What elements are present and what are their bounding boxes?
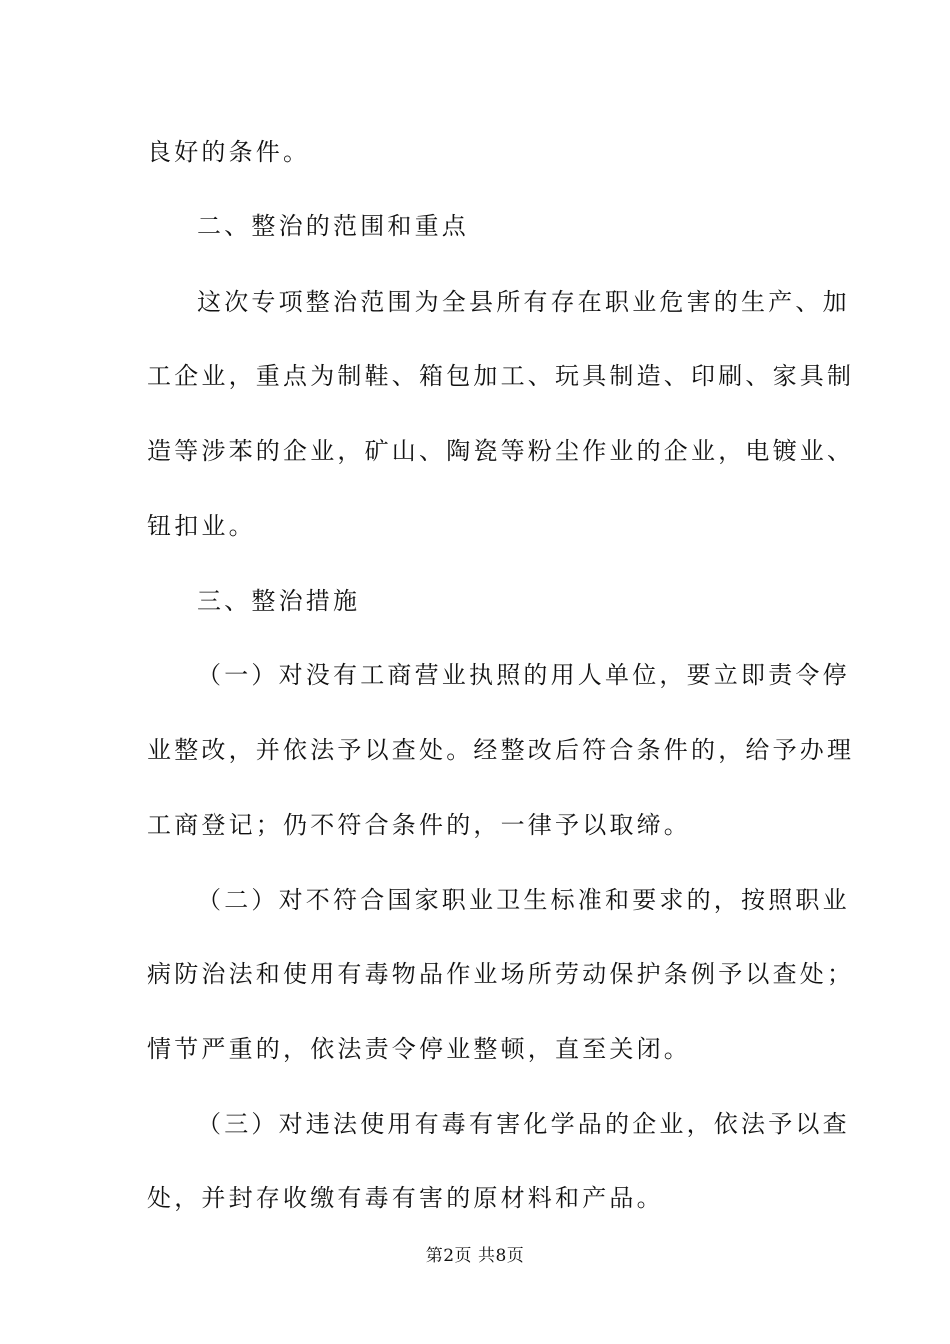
paragraph-line: 造等涉苯的企业，矿山、陶瓷等粉尘作业的企业，电镀业、 bbox=[147, 437, 855, 465]
measure-item-1-line: 工商登记；仍不符合条件的，一律予以取缔。 bbox=[147, 811, 691, 839]
measure-item-1-line: （一）对没有工商营业执照的用人单位，要立即责令停 bbox=[197, 661, 850, 689]
section-heading-measures: 三、整治措施 bbox=[197, 587, 361, 615]
paragraph-line: 这次专项整治范围为全县所有存在职业危害的生产、加 bbox=[197, 288, 850, 316]
body-text-line: 良好的条件。 bbox=[147, 138, 311, 166]
paragraph-line: 钮扣业。 bbox=[147, 512, 256, 540]
measure-item-1-line: 业整改，并依法予以查处。经整改后符合条件的，给予办理 bbox=[147, 736, 855, 764]
measure-item-2-line: 情节严重的，依法责令停业整顿，直至关闭。 bbox=[147, 1035, 691, 1063]
measure-item-3-line: （三）对违法使用有毒有害化学品的企业，依法予以查 bbox=[197, 1110, 850, 1138]
page-number-footer: 第2页 共8页 bbox=[425, 1246, 525, 1266]
measure-item-2-line: （二）对不符合国家职业卫生标准和要求的，按照职业 bbox=[197, 886, 850, 914]
measure-item-2-line: 病防治法和使用有毒物品作业场所劳动保护条例予以查处； bbox=[147, 960, 855, 988]
paragraph-line: 工企业，重点为制鞋、箱包加工、玩具制造、印刷、家具制 bbox=[147, 362, 855, 390]
measure-item-3-line: 处，并封存收缴有毒有害的原材料和产品。 bbox=[147, 1184, 664, 1212]
section-heading-scope: 二、整治的范围和重点 bbox=[197, 212, 469, 240]
